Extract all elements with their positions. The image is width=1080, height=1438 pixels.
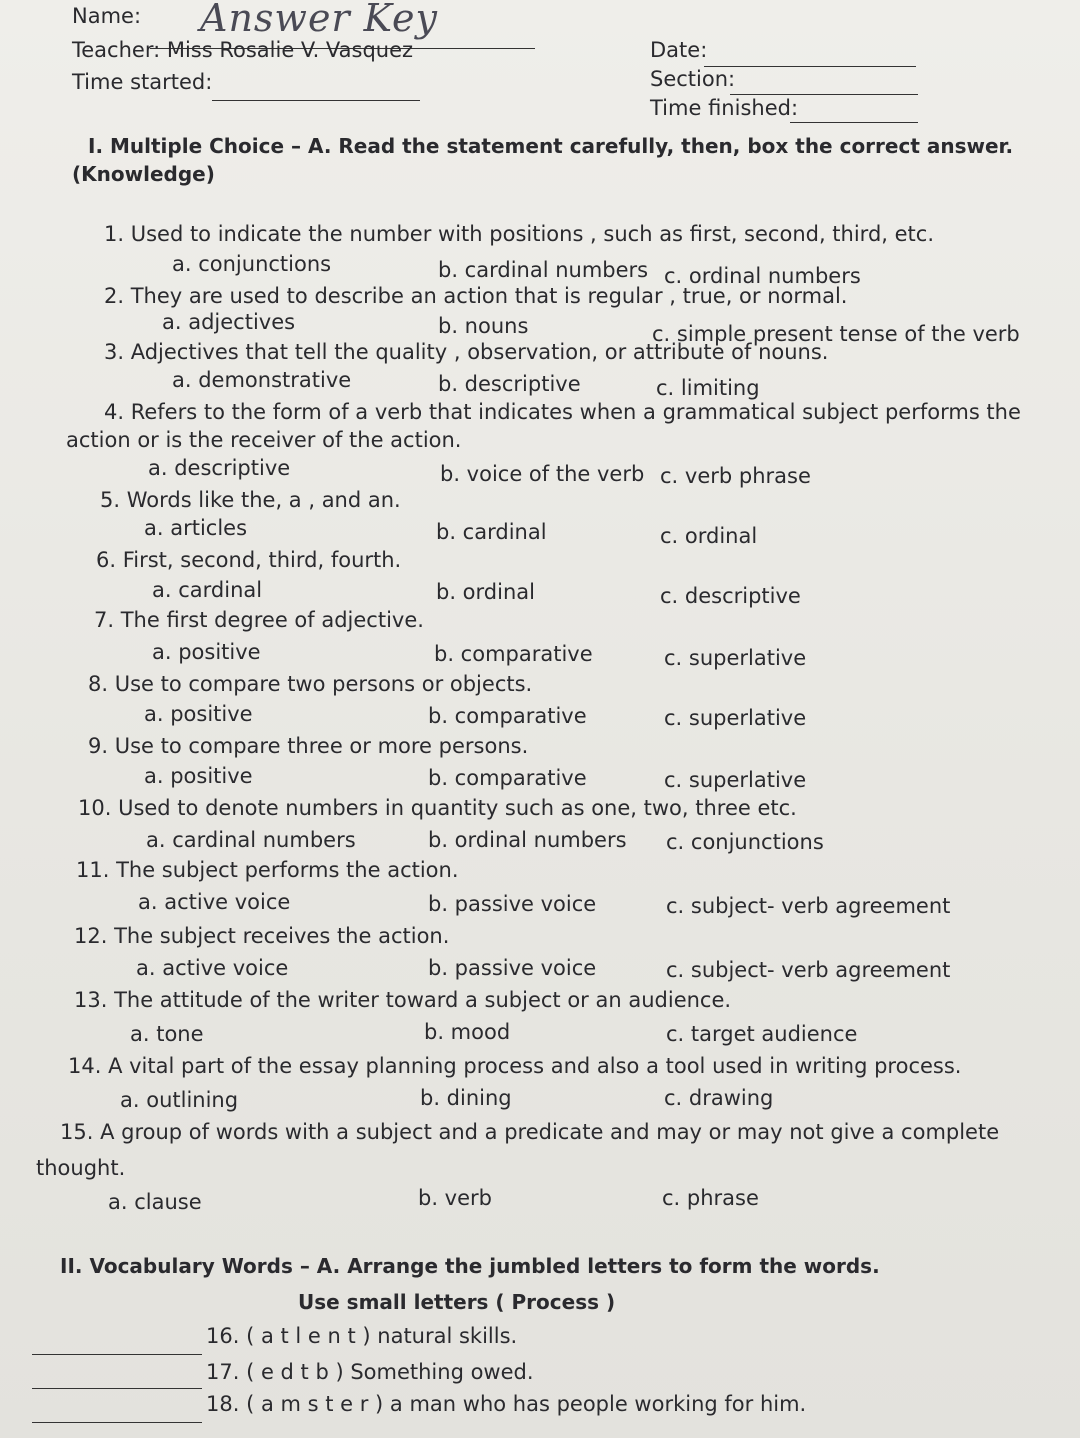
answer-blank-16 <box>32 1354 202 1355</box>
name-label: Name: <box>72 4 142 28</box>
section-label: Section: <box>650 67 736 91</box>
q15-option-a: a. clause <box>108 1190 202 1214</box>
q3-option-a: a. demonstrative <box>172 368 352 392</box>
q5-option-c: c. ordinal <box>660 524 758 548</box>
question-7: 7. The first degree of adjective. <box>94 608 424 632</box>
q4-option-c: c. verb phrase <box>660 464 811 488</box>
q9-option-c: c. superlative <box>664 768 807 792</box>
q11-option-b: b. passive voice <box>428 892 597 916</box>
q11-option-a: a. active voice <box>138 890 291 914</box>
question-15-cont: thought. <box>36 1156 126 1180</box>
question-14: 14. A vital part of the essay planning process and also a tool used in writing process. <box>68 1054 962 1078</box>
q13-option-b: b. mood <box>424 1020 511 1044</box>
q4-option-b: b. voice of the verb <box>440 462 645 486</box>
q3-option-b: b. descriptive <box>438 372 581 396</box>
time-finished-blank <box>790 122 918 123</box>
q5-option-a: a. articles <box>144 516 248 540</box>
time-finished-label: Time finished: <box>650 96 799 120</box>
q1-option-a: a. conjunctions <box>172 252 332 276</box>
q14-option-c: c. drawing <box>664 1086 774 1110</box>
q2-option-a: a. adjectives <box>162 310 296 334</box>
question-11: 11. The subject performs the action. <box>76 858 459 882</box>
q8-option-b: b. comparative <box>428 704 587 728</box>
part2-title: II. Vocabulary Words – A. Arrange the jumbled letters to form the words. <box>60 1254 880 1278</box>
q6-option-b: b. ordinal <box>436 580 535 604</box>
question-1: 1. Used to indicate the number with positions , such as first, second, third, etc. <box>104 222 935 246</box>
q9-option-b: b. comparative <box>428 766 587 790</box>
section-blank <box>730 94 918 95</box>
teacher-line: Teacher: Miss Rosalie V. Vasquez <box>72 38 414 62</box>
vocab-item-17: 17. ( e d t b ) Something owed. <box>206 1360 534 1384</box>
part1-title: I. Multiple Choice – A. Read the statement carefully, then, box the correct answer. <box>88 134 1014 158</box>
question-9: 9. Use to compare three or more persons. <box>88 734 529 758</box>
q7-option-c: c. superlative <box>664 646 807 670</box>
q12-option-b: b. passive voice <box>428 956 597 980</box>
q15-option-b: b. verb <box>418 1186 492 1210</box>
q13-option-a: a. tone <box>130 1022 204 1046</box>
question-12: 12. The subject receives the action. <box>74 924 450 948</box>
time-started-label: Time started: <box>72 70 213 94</box>
q12-option-c: c. subject- verb agreement <box>666 958 951 982</box>
q8-option-a: a. positive <box>144 702 253 726</box>
question-13: 13. The attitude of the writer toward a subject or an audience. <box>74 988 732 1012</box>
q3-option-c: c. limiting <box>656 376 760 400</box>
q8-option-c: c. superlative <box>664 706 807 730</box>
question-2: 2. They are used to describe an action that is regular , true, or normal. <box>104 284 848 308</box>
q9-option-a: a. positive <box>144 764 253 788</box>
q14-option-b: b. dining <box>420 1086 512 1110</box>
answer-blank-17 <box>32 1388 202 1389</box>
q5-option-b: b. cardinal <box>436 520 547 544</box>
q1-option-b: b. cardinal numbers <box>438 258 649 282</box>
q7-option-b: b. comparative <box>434 642 593 666</box>
date-label: Date: <box>650 38 708 62</box>
date-blank <box>704 66 916 67</box>
q14-option-a: a. outlining <box>120 1088 239 1112</box>
question-15: 15. A group of words with a subject and a predicate and may or may not give a complete <box>60 1120 1000 1144</box>
q11-option-c: c. subject- verb agreement <box>666 894 951 918</box>
q2-option-c: c. simple present tense of the verb <box>652 322 1020 346</box>
q12-option-a: a. active voice <box>136 956 289 980</box>
vocab-item-16: 16. ( a t l e n t ) natural skills. <box>206 1324 518 1348</box>
q13-option-c: c. target audience <box>666 1022 858 1046</box>
question-10: 10. Used to denote numbers in quantity such as one, two, three etc. <box>78 796 797 820</box>
q10-option-c: c. conjunctions <box>666 830 824 854</box>
question-4: 4. Refers to the form of a verb that indicates when a grammatical subject performs the <box>104 400 1021 424</box>
time-started-blank <box>212 100 420 101</box>
question-8: 8. Use to compare two persons or objects. <box>88 672 533 696</box>
question-5: 5. Words like the, a , and an. <box>100 488 401 512</box>
q6-option-c: c. descriptive <box>660 584 801 608</box>
part1-subtitle: (Knowledge) <box>72 162 215 186</box>
part2-subtitle: Use small letters ( Process ) <box>298 1290 616 1314</box>
q10-option-b: b. ordinal numbers <box>428 828 627 852</box>
answer-key-handwriting: Answer Key <box>200 0 438 40</box>
question-6: 6. First, second, third, fourth. <box>96 548 402 572</box>
q4-option-a: a. descriptive <box>148 456 291 480</box>
question-3: 3. Adjectives that tell the quality , observation, or attribute of nouns. <box>104 340 829 364</box>
q1-option-c: c. ordinal numbers <box>664 264 861 288</box>
q15-option-c: c. phrase <box>662 1186 759 1210</box>
q7-option-a: a. positive <box>152 640 261 664</box>
answer-blank-18 <box>32 1422 202 1423</box>
q10-option-a: a. cardinal numbers <box>146 828 356 852</box>
q2-option-b: b. nouns <box>438 314 529 338</box>
vocab-item-18: 18. ( a m s t e r ) a man who has people working for him. <box>206 1392 807 1416</box>
question-4-cont: action or is the receiver of the action. <box>66 428 462 452</box>
q6-option-a: a. cardinal <box>152 578 263 602</box>
